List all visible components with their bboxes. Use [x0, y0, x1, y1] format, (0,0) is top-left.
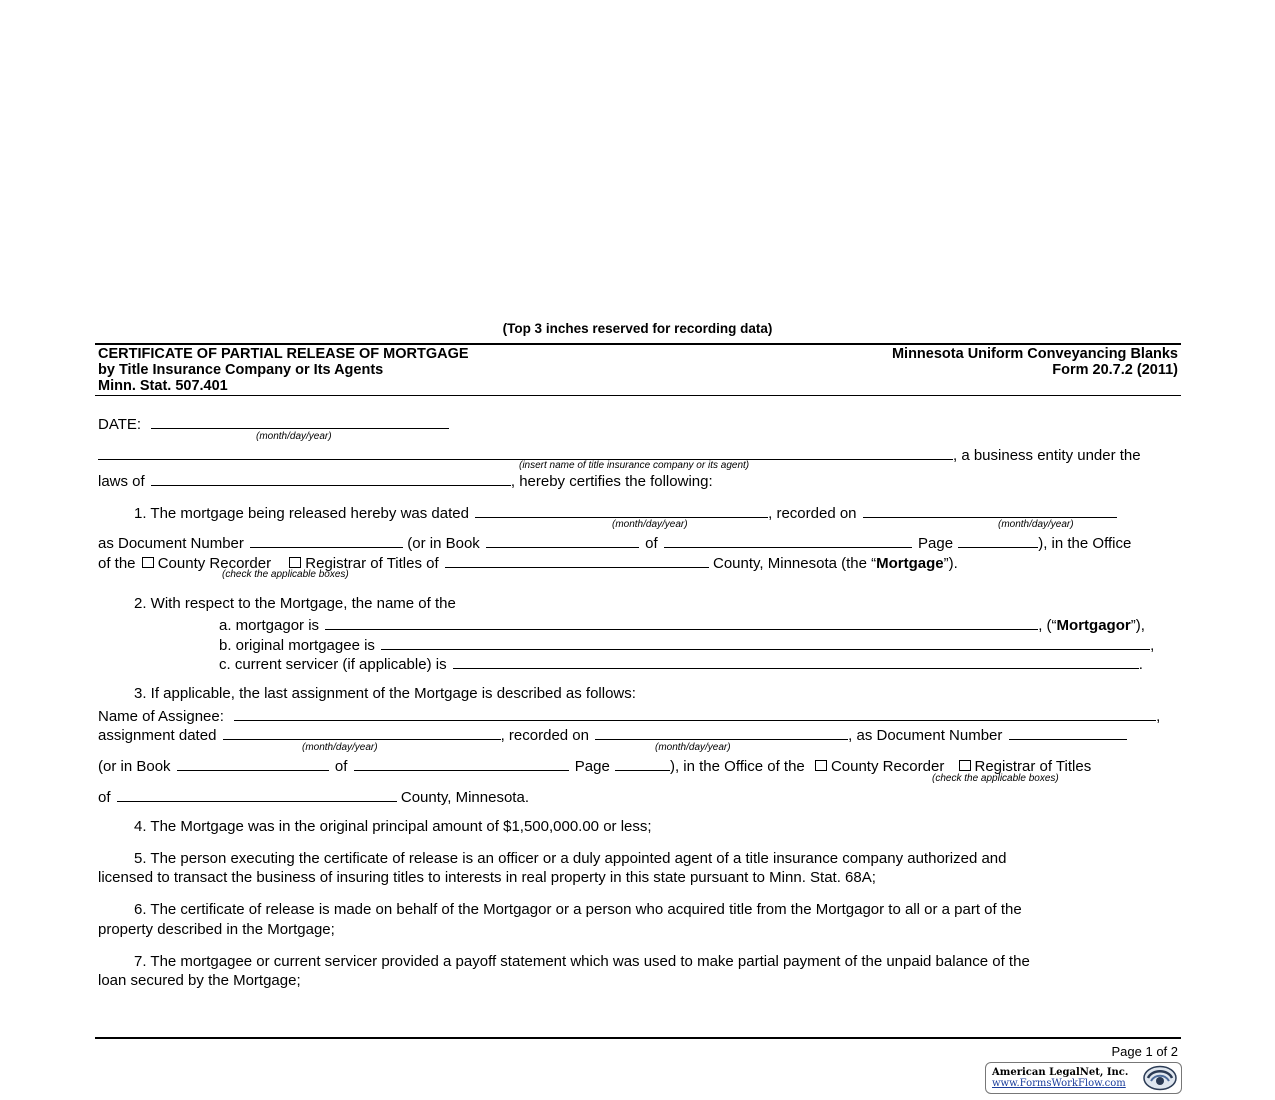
assignment-recorded-on: , recorded on [500, 727, 589, 744]
item3-check-hint: (check the applicable boxes) [932, 773, 1059, 784]
assignment-county-field[interactable] [117, 786, 397, 802]
form-series: Minnesota Uniform Conveyancing Blanks [891, 346, 1178, 362]
form-subtitle: by Title Insurance Company or Its Agents [98, 362, 384, 378]
item1-line2 [98, 532, 1131, 553]
assignment-doc-number-field[interactable] [1009, 724, 1127, 740]
assignment-doc-number-label: , as Document Number [848, 727, 1003, 744]
publisher-name: American LegalNet, Inc. [992, 1067, 1129, 1078]
item5-line1: 5. The person executing the certificate of release is an officer or a duly appointed agent of a title insurance company authorized and [134, 850, 1007, 867]
assignee-label: Name of Assignee: [98, 708, 224, 725]
item7-line2: loan secured by the Mortgage; [98, 972, 301, 989]
item1-in-office: ), in the Office [1038, 535, 1132, 552]
date-hint: (month/day/year) [256, 431, 332, 442]
certifies-text: , hereby certifies the following: [510, 473, 713, 490]
item2-text: 2. With respect to the Mortgage, the name of the [134, 595, 456, 612]
item1-mortgage-defined: Mortgage [876, 555, 944, 572]
assignment-county-recorder-checkbox[interactable] [815, 760, 827, 771]
laws-label: laws of [98, 473, 145, 490]
assignment-row [98, 724, 1127, 745]
item3-text: 3. If applicable, the last assignment of the Mortgage is described as follows: [134, 685, 636, 702]
laws-state-field[interactable] [151, 470, 511, 486]
item6-line2: property described in the Mortgage; [98, 921, 335, 938]
current-servicer-label: c. current servicer (if applicable) is [219, 656, 447, 673]
item2-c-row [219, 653, 1143, 674]
item1-doc-number-label: as Document Number [98, 535, 244, 552]
registrar-checkbox[interactable] [289, 557, 301, 568]
entity-hint: (insert name of title insurance company or its agent) [519, 460, 750, 471]
current-servicer-suffix: . [1138, 656, 1143, 673]
item1-county-post: ”). [943, 555, 958, 572]
mortgagor-field[interactable] [325, 614, 1038, 630]
county-recorder-label: County Recorder [157, 555, 272, 572]
item1-recorded-on: , recorded on [768, 505, 857, 522]
item1-page-label: Page [918, 535, 954, 552]
statute-reference: Minn. Stat. 507.401 [98, 378, 228, 394]
item1-book-label: (or in Book [407, 535, 480, 552]
assignee-row [98, 705, 1160, 726]
item2-b-row [219, 634, 1154, 655]
publisher-link[interactable]: www.FormsWorkFlow.com [992, 1078, 1126, 1089]
assignment-of-field[interactable] [354, 755, 569, 771]
item5-line2: licensed to transact the business of insuring titles to interests in real property in this state pursuant to Minn. Stat. 68A; [98, 869, 876, 886]
current-servicer-field[interactable] [453, 653, 1139, 669]
entity-suffix: , a business entity under the [953, 447, 1141, 464]
mortgage-of-field[interactable] [664, 532, 912, 548]
assignment-in-office: ), in the Office of the [669, 758, 805, 775]
assignment-page-field[interactable] [615, 755, 670, 771]
date-field[interactable] [151, 413, 449, 429]
item1-check-hint: (check the applicable boxes) [222, 569, 349, 580]
item1-text: 1. The mortgage being released hereby was dated [134, 505, 469, 522]
item7-line1: 7. The mortgagee or current servicer provided a payoff statement which was used to make partial payment of the unpaid balance of the [134, 953, 1030, 970]
assignment-county-mn: County, Minnesota. [400, 789, 529, 806]
mortgage-book-field[interactable] [486, 532, 639, 548]
entity-name-field[interactable] [98, 444, 953, 460]
assignment-of-line-label: of [98, 789, 111, 806]
item1-of-label: of [645, 535, 658, 552]
mortgagor-label: a. mortgagor is [219, 617, 320, 634]
form-title: CERTIFICATE OF PARTIAL RELEASE OF MORTGAGE [98, 346, 469, 362]
item2-a-row [219, 614, 1145, 635]
item1-of-the: of the [98, 555, 136, 572]
county-recorder-checkbox[interactable] [142, 557, 154, 568]
assignee-suffix: , [1156, 708, 1161, 725]
mortgagor-defined: Mortgagor [1056, 617, 1131, 634]
assignment-registrar-label: Registrar of Titles [974, 758, 1092, 775]
assignment-registrar-checkbox[interactable] [959, 760, 971, 771]
assignment-county-row [98, 786, 529, 807]
assignment-of-label: of [334, 758, 348, 775]
item3-hint-date2: (month/day/year) [655, 742, 731, 753]
assignment-recorded-date-field[interactable] [595, 724, 848, 740]
mortgage-county-field[interactable] [445, 552, 709, 568]
mortgagor-suffix-pre: , (“ [1038, 617, 1057, 634]
item6-line1: 6. The certificate of release is made on behalf of the Mortgagor or a person who acquired title from the Mortgagor to all or a part of the [134, 901, 1022, 918]
assignment-page-label: Page [574, 758, 610, 775]
recording-note: (Top 3 inches reserved for recording data) [502, 321, 773, 336]
footer-rule [95, 1037, 1181, 1039]
page-number: Page 1 of 2 [1111, 1044, 1178, 1059]
header-bottom-rule [95, 395, 1181, 396]
date-label: DATE: [98, 416, 142, 433]
assignment-book-label: (or in Book [98, 758, 171, 775]
registrar-label: Registrar of Titles of [305, 555, 439, 572]
original-mortgagee-field[interactable] [381, 634, 1150, 650]
mortgage-date-field[interactable] [475, 502, 768, 518]
header-top-rule [95, 343, 1181, 345]
assignment-county-recorder-label: County Recorder [830, 758, 945, 775]
mortgage-recorded-date-field[interactable] [863, 502, 1117, 518]
assignment-dated-label: assignment dated [98, 727, 217, 744]
assignment-book-field[interactable] [177, 755, 329, 771]
globe-logo-icon [1142, 1065, 1178, 1096]
assignee-field[interactable] [234, 705, 1156, 721]
publisher-badge[interactable] [985, 1062, 1182, 1094]
mortgage-doc-number-field[interactable] [250, 532, 403, 548]
mortgage-page-field[interactable] [958, 532, 1038, 548]
item1-county-pre: County, Minnesota (the “ [713, 555, 877, 572]
original-mortgagee-suffix: , [1150, 637, 1155, 654]
mortgagor-suffix-post: ”), [1130, 617, 1145, 634]
form-number: Form 20.7.2 (2011) [1052, 362, 1178, 378]
assignment-date-field[interactable] [223, 724, 501, 740]
item1-hint-date2: (month/day/year) [998, 519, 1074, 530]
item3-hint-date1: (month/day/year) [302, 742, 378, 753]
original-mortgagee-label: b. original mortgagee is [219, 637, 375, 654]
item4-text: 4. The Mortgage was in the original principal amount of $1,500,000.00 or less; [134, 818, 652, 835]
laws-row [98, 470, 713, 491]
item1-hint-date1: (month/day/year) [612, 519, 688, 530]
